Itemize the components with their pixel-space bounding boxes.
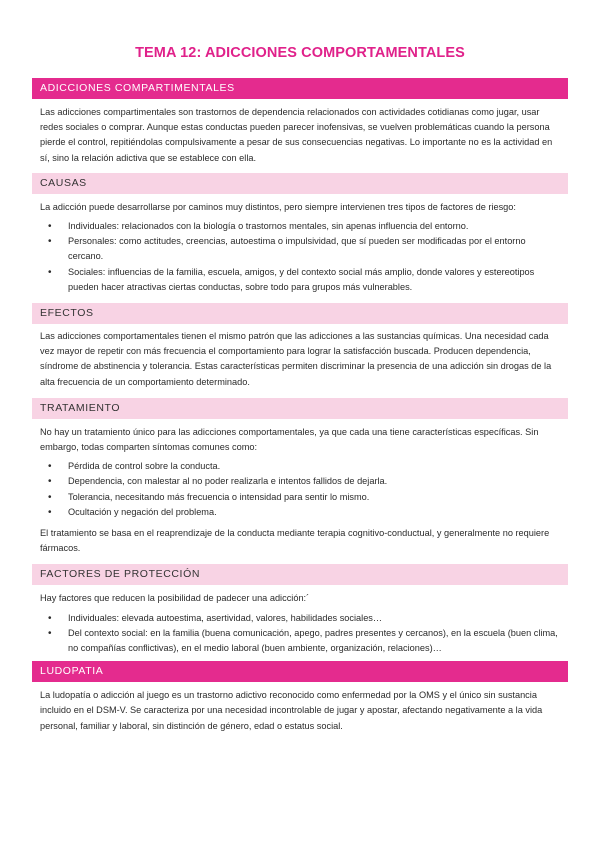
page-title: TEMA 12: ADICCIONES COMPORTAMENTALES xyxy=(135,45,465,61)
list-item: • Individuales: relacionados con la biología o trastornos mentales, sin apenas influencia del entorno. xyxy=(60,219,560,234)
tratamiento-outro: El tratamiento se basa en el reaprendizaje de la conducta mediante terapia cognitivo-conductual, y generalmente no requiere fármacos. xyxy=(40,528,550,554)
section-heading-ludopatia: LUDOPATIA xyxy=(32,661,568,682)
list-item: • Individuales: elevada autoestima, asertividad, valores, habilidades sociales… xyxy=(60,611,560,626)
list-item: • Dependencia, con malestar al no poder realizarla e intentos fallidos de dejarla. xyxy=(60,474,560,489)
list-item: • Ocultación y negación del problema. xyxy=(60,505,560,520)
section-heading-intro: ADICCIONES COMPARTIMENTALES xyxy=(32,78,568,99)
section-heading-causas: CAUSAS xyxy=(32,173,568,194)
section-heading-proteccion: FACTORES DE PROTECCIÓN xyxy=(32,564,568,585)
tratamiento-intro: No hay un tratamiento único para las adicciones comportamentales, ya que cada una tiene características específicas. Sin embargo, todas comparten síntomas comunes como: xyxy=(40,426,539,453)
section-heading-tratamiento: TRATAMIENTO xyxy=(32,398,568,419)
causas-list xyxy=(32,219,568,295)
intro-paragraph: Las adicciones compartimentales son trastornos de dependencia relacionados con actividades cotidianas como jugar, usar redes sociales o comprar. Aunque estas conductas pueden parecer inofensivas, se vuelven problemáticas cuando la persona pierde el control, repitiéndolas compulsivamente a pesar de sus consecuencias negativas. Lo importante no es la actividad en sí, sino la relación adictiva que se establece con ella. xyxy=(40,107,553,163)
efectos-paragraph: Las adicciones comportamentales tienen el mismo patrón que las adicciones a las sustancias químicas. Una necesidad cada vez mayor de repetir con más frecuencia el comportamiento para lograr la satisfacción buscada. Producen dependencia, síndrome de abstinencia y tolerancia. Estas características permiten discriminar la presencia de una adicción sin drogas de la alta frecuencia de un comportamiento determinado. xyxy=(40,331,552,387)
list-item: • Del contexto social: en la familia (buena comunicación, apego, padres presentes y cercanos), en la escuela (buen clima, no compañías conflictivas), en el medio laboral (buen ambiente, organización, relaciones)… xyxy=(60,626,560,656)
list-item: • Personales: como actitudes, creencias, autoestima o impulsividad, que sí pueden ser modificadas por el entorno cercano. xyxy=(60,234,560,264)
list-item: • Tolerancia, necesitando más frecuencia o intensidad para sentir lo mismo. xyxy=(60,490,560,505)
tratamiento-list xyxy=(32,459,568,520)
ludopatia-paragraph: La ludopatía o adicción al juego es un trastorno adictivo reconocido como enfermedad por la OMS y el único sin sustancia incluido en el DSM-V. Se caracteriza por una necesidad incontrolable de jugar y apostar, afectando negativamente a la vida personal, familiar y laboral, sin distinción de género, edad o estatus social. xyxy=(40,690,543,731)
list-item: • Pérdida de control sobre la conducta. xyxy=(60,459,560,474)
proteccion-list xyxy=(32,611,568,657)
list-item: • Sociales: influencias de la familia, escuela, amigos, y del contexto social más amplio, donde valores y estereotipos pueden hacer atractivas ciertas conductas, sobre todo para grupos más vulnerables. xyxy=(60,265,560,295)
proteccion-intro: Hay factores que reducen la posibilidad de padecer una adicción:´ xyxy=(40,593,310,604)
section-heading-efectos: EFECTOS xyxy=(32,303,568,324)
causas-intro: La adicción puede desarrollarse por caminos muy distintos, pero siempre intervienen tres tipos de factores de riesgo: xyxy=(40,201,516,212)
